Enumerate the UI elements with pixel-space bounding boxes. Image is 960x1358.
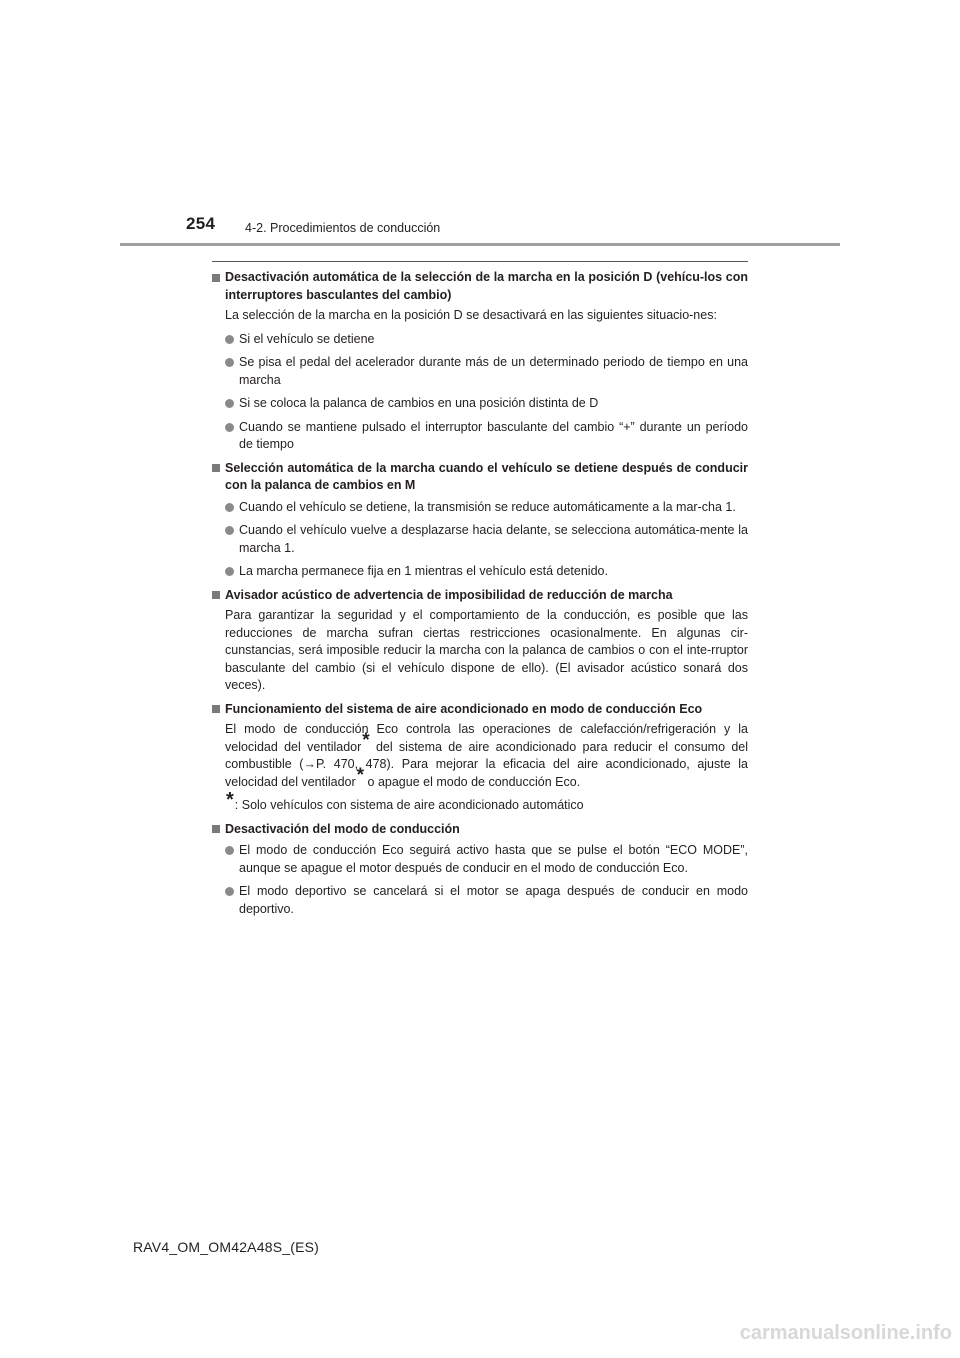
- list-item: [212, 522, 748, 557]
- section-heading: [212, 269, 748, 304]
- page-content: [212, 266, 748, 918]
- list-item: [212, 354, 748, 389]
- heading-text: Desactivación del modo de conducción: [225, 821, 460, 836]
- section-heading: [212, 701, 748, 719]
- list-item: [212, 499, 748, 517]
- list-item-text: El modo de conducción Eco seguirá activo hasta que se pulse el botón “ECO MODE”, aunque se apague el motor después de conducir en el modo de conducción Eco.: [239, 843, 748, 875]
- section-paragraph: Para garantizar la seguridad y el comportamiento de la conducción, es posible que las reducciones de marcha sufran ciertas restricciones ocasionalmente. En algunas cir-cunstancias, será imposible reducir la marcha con la palanca de cambios o con el inte-rruptor basculante del cambio (si el vehículo dispone de ello). (El avisador acústico sonará dos veces).: [225, 608, 748, 692]
- round-bullet-icon: [225, 846, 234, 855]
- list-item-text: Cuando se mantiene pulsado el interruptor basculante del cambio “+” durante un período de tiempo: [239, 419, 748, 451]
- list-item-text: Cuando el vehículo vuelve a desplazarse hacia delante, se selecciona automática-mente la marcha 1.: [239, 523, 748, 555]
- asterisk-mark: *: [362, 729, 370, 751]
- heading-text: Funcionamiento del sistema de aire acondicionado en modo de conducción Eco: [225, 701, 703, 716]
- watermark: carmanualsonline.info: [739, 1322, 952, 1344]
- section-heading: [212, 460, 748, 495]
- square-bullet-icon: [212, 825, 220, 833]
- list-item: [212, 331, 748, 349]
- square-bullet-icon: [212, 705, 220, 713]
- square-bullet-icon: [212, 274, 220, 282]
- round-bullet-icon: [225, 567, 234, 576]
- paragraph-text: o apague el modo de conducción Eco.: [364, 774, 581, 789]
- header-divider: [120, 243, 840, 246]
- list-item-text: La marcha permanece fija en 1 mientras el vehículo está detenido.: [239, 564, 608, 578]
- square-bullet-icon: [212, 464, 220, 472]
- footnote: [212, 789, 748, 815]
- round-bullet-icon: [225, 503, 234, 512]
- paragraph-text: El modo de conducción Eco controla las operaciones de calefacción/refrigeración y la velocidad del ventilador: [225, 722, 748, 754]
- page-number: 254: [186, 214, 216, 233]
- round-bullet-icon: [225, 335, 234, 344]
- footnote-text: : Solo vehículos con sistema de aire acondicionado automático: [234, 798, 584, 812]
- paragraph-text: P. 470, 478). Para mejorar la eficacia del aire acondicionado, ajuste la velocidad del ventilador: [225, 757, 748, 789]
- content-divider: [212, 261, 748, 262]
- round-bullet-icon: [225, 358, 234, 367]
- heading-text: Selección automática de la marcha cuando el vehículo se detiene después de conducir con la palanca de cambios en M: [225, 460, 748, 492]
- list-item-text: Si se coloca la palanca de cambios en una posición distinta de D: [239, 396, 599, 410]
- round-bullet-icon: [225, 423, 234, 432]
- section-heading: [212, 587, 748, 605]
- heading-text: Avisador acústico de advertencia de imposibilidad de reducción de marcha: [225, 587, 673, 602]
- list-item: [212, 419, 748, 454]
- round-bullet-icon: [225, 399, 234, 408]
- section-paragraph: La selección de la marcha en la posición D se desactivará en las siguientes situacio-nes:: [225, 308, 717, 322]
- round-bullet-icon: [225, 526, 234, 535]
- heading-text: Desactivación automática de la selección de la marcha en la posición D (vehícu-los con interruptores basculantes del cambio): [225, 270, 748, 302]
- list-item-text: Si el vehículo se detiene: [239, 331, 375, 346]
- list-item-text: Se pisa el pedal del acelerador durante más de un determinado periodo de tiempo en una marcha: [239, 355, 748, 387]
- document-code: RAV4_OM_OM42A48S_(ES): [133, 1239, 320, 1255]
- section-paragraph: [212, 721, 748, 791]
- asterisk-mark: *: [226, 789, 234, 811]
- list-item: [212, 883, 748, 918]
- list-item: [212, 842, 748, 877]
- list-item-text: Cuando el vehículo se detiene, la transmisión se reduce automáticamente a la mar-cha 1.: [239, 499, 736, 514]
- paragraph-text: del sistema de aire acondicionado para reducir el consumo del combustible (: [225, 739, 748, 771]
- section-title: 4-2. Procedimientos de conducción: [245, 221, 441, 235]
- square-bullet-icon: [212, 591, 220, 599]
- list-item-text: El modo deportivo se cancelará si el motor se apaga después de conducir en modo deportivo.: [239, 884, 748, 916]
- section-heading: [212, 821, 748, 839]
- round-bullet-icon: [225, 887, 234, 896]
- list-item: [212, 563, 748, 581]
- asterisk-mark: *: [356, 764, 365, 786]
- list-item: [212, 395, 748, 413]
- arrow-icon: →: [303, 757, 316, 771]
